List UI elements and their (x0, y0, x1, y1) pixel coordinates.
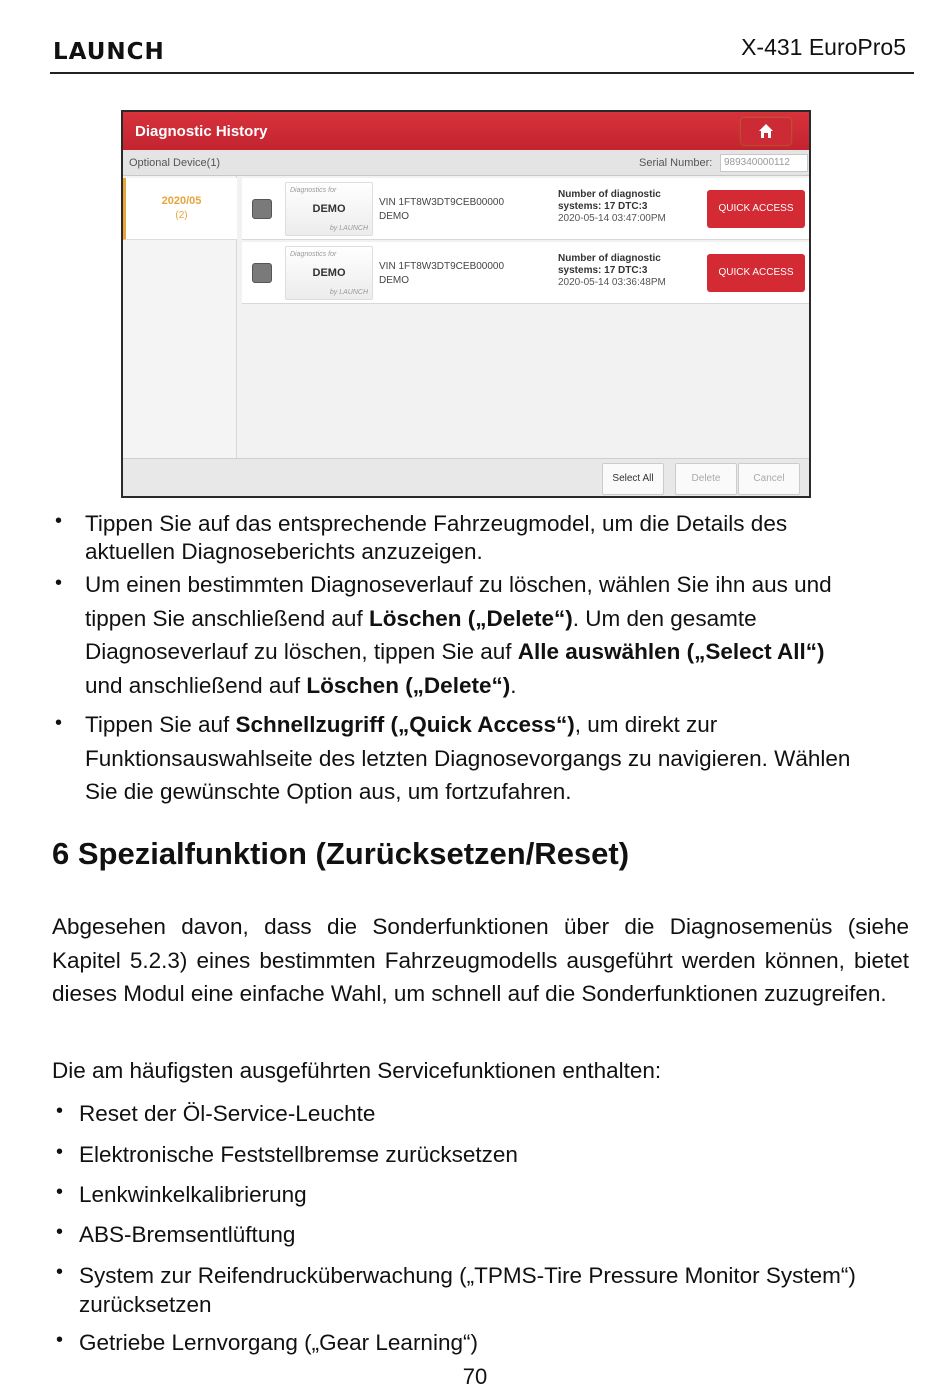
quick-access-button[interactable]: QUICK ACCESS (707, 254, 805, 292)
model-text: DEMO (379, 211, 409, 222)
logo-text: DEMO (312, 267, 346, 279)
summary-line: Number of diagnostic (558, 189, 661, 200)
text-line: Sie die gewünschte Option aus, um fortzufahren. (85, 779, 572, 804)
logo-caption: Diagnostics for (290, 251, 337, 258)
home-icon (758, 123, 774, 139)
list-dot: • (56, 1261, 64, 1283)
text-line: Um einen bestimmten Diagnoseverlauf zu löschen, wählen Sie ihn aus und (85, 572, 832, 597)
text-run: , um direkt zur (574, 712, 718, 737)
optional-device-label[interactable]: Optional Device(1) (129, 157, 221, 169)
record-checkbox[interactable] (252, 263, 272, 283)
bold-run: Löschen („Delete“) (368, 605, 573, 631)
record-checkbox[interactable] (252, 199, 272, 219)
bullet-3 (85, 708, 850, 809)
section-paragraph: Abgesehen davon, dass die Sonderfunktionen über die Diagnosemenüs (siehe Kapitel 5.2.3) eines bestimmten Fahrzeugmodells ausgeführt werden können, bietet dieses Modul eine einfache Wahl, um schnell auf die Sonderfunktionen zuzugreifen. (52, 914, 909, 1006)
text-line (85, 708, 850, 742)
bullet-2 (85, 568, 832, 702)
list-dot: • (56, 1141, 64, 1163)
select-all-button[interactable]: Select All (602, 463, 664, 495)
app-title: Diagnostic History (135, 123, 268, 140)
text-line: Tippen Sie auf das entsprechende Fahrzeugmodel, um die Details des (85, 511, 788, 536)
action-bar (123, 458, 809, 498)
list-dot: • (56, 1100, 64, 1122)
text-run: und anschließend auf (85, 672, 307, 698)
record-summary (558, 253, 666, 289)
app-title-bar (123, 112, 809, 150)
list-item: Lenkwinkelkalibrierung (79, 1182, 307, 1207)
vehicle-logo (285, 246, 373, 300)
bold-run: Löschen („Delete“) (306, 672, 511, 698)
vin-text: VIN 1FT8W3DT9CEB00000 (379, 261, 505, 272)
bold-run: Alle auswählen („Select All“) (517, 639, 825, 664)
quick-access-button[interactable]: QUICK ACCESS (707, 190, 805, 228)
product-model: X-431 EuroPro5 (741, 34, 906, 60)
summary-line: systems: 17 DTC:3 (558, 201, 648, 212)
text-line (85, 669, 832, 703)
model-text: DEMO (379, 275, 409, 286)
device-bar (123, 150, 809, 176)
record-summary (558, 189, 666, 225)
section-intro: Die am häufigsten ausgeführten Servicefunktionen enthalten: (52, 1058, 662, 1083)
history-record[interactable] (242, 178, 809, 240)
text-run: . Um den gesamte (572, 605, 757, 631)
date-sidebar (123, 176, 237, 458)
logo-text: DEMO (312, 203, 346, 215)
text-line: Funktionsauswahlseite des letzten Diagnosevorgangs zu navigieren. Wählen (85, 745, 851, 771)
serial-number-label: Serial Number: (639, 157, 713, 169)
list-item-continued: zurücksetzen (79, 1292, 212, 1317)
record-time: 2020-05-14 03:36:48PM (558, 277, 666, 288)
cancel-button[interactable]: Cancel (738, 463, 800, 495)
text-run: Diagnoseverlauf zu löschen, tippen Sie auf (85, 639, 518, 664)
bullet-dot: • (55, 572, 63, 594)
bullet-1 (85, 507, 787, 568)
bold-run: Schnellzugriff („Quick Access“) (235, 712, 575, 737)
list-dot: • (56, 1181, 64, 1203)
record-vin (379, 260, 504, 288)
history-record[interactable] (242, 242, 809, 304)
bullet-dot: • (55, 712, 63, 734)
section-heading: 6 Spezialfunktion (Zurücksetzen/Reset) (52, 836, 630, 871)
delete-button[interactable]: Delete (675, 463, 737, 495)
list-item: ABS-Bremsentlüftung (79, 1222, 296, 1247)
list-dot: • (56, 1329, 64, 1351)
serial-number-field[interactable]: 989340000112 (720, 154, 808, 172)
page-number: 70 (462, 1364, 488, 1388)
sidebar-item-date[interactable] (123, 178, 237, 240)
list-item: Reset der Öl-Service-Leuchte (79, 1101, 376, 1126)
diagnostic-history-screenshot (121, 110, 811, 498)
vehicle-logo (285, 182, 373, 236)
text-run: Tippen Sie auf (85, 712, 236, 737)
summary-line: Number of diagnostic (558, 253, 661, 264)
text-line (85, 635, 832, 669)
list-item: Getriebe Lernvorgang („Gear Learning“) (79, 1330, 478, 1355)
sidebar-date: 2020/05 (161, 195, 202, 207)
list-item: Elektronische Feststellbremse zurücksetzen (79, 1142, 518, 1167)
logo-by: by LAUNCH (329, 289, 368, 296)
text-run: . (510, 672, 517, 698)
bullet-dot: • (55, 510, 63, 532)
logo-by: by LAUNCH (329, 225, 368, 232)
sidebar-count: (2) (175, 210, 188, 221)
list-item: System zur Reifendrucküberwachung („TPMS-Tire Pressure Monitor System“) (79, 1263, 856, 1288)
text-line (85, 602, 832, 636)
record-vin (379, 196, 504, 224)
record-time: 2020-05-14 03:47:00PM (558, 213, 666, 224)
vin-text: VIN 1FT8W3DT9CEB00000 (379, 197, 505, 208)
page-header (50, 34, 914, 74)
summary-line: systems: 17 DTC:3 (558, 265, 648, 276)
logo-caption: Diagnostics for (290, 187, 337, 194)
brand-logo: LAUNCH (53, 39, 165, 65)
list-dot: • (56, 1221, 64, 1243)
text-run: tippen Sie anschließend auf (85, 605, 369, 631)
home-button[interactable] (741, 118, 791, 145)
text-line: aktuellen Diagnoseberichts anzuzeigen. (85, 538, 483, 564)
